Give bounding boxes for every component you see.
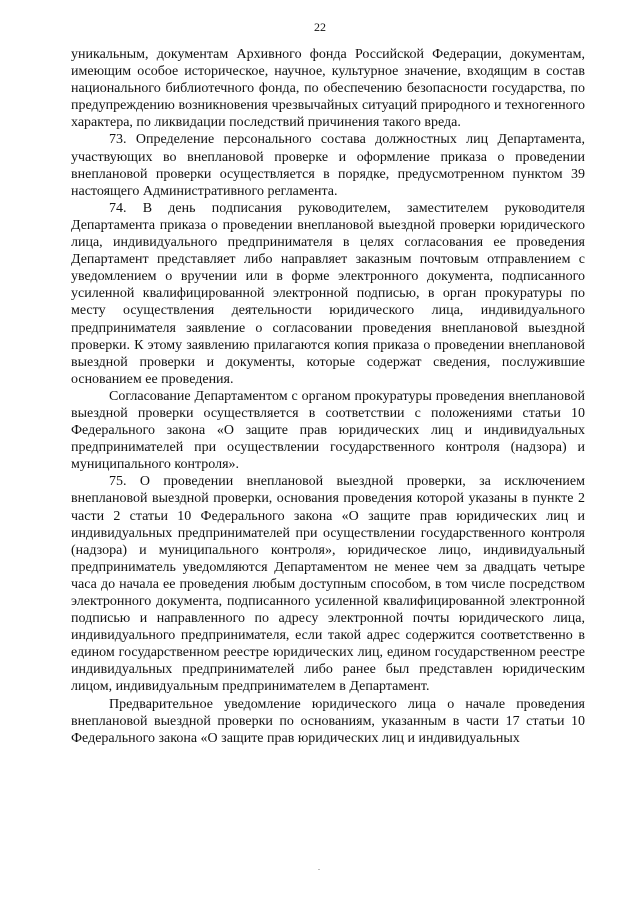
paragraph-approval: Согласование Департаментом с органом прокуратуры проведения внеплановой выездной проверки осуществляется в соответствии с положениями статьи 10 Федерального закона «О защите прав юридических лиц и индивидуальных предпринимателей при осуществлении государственного контроля (надзора) и муниципального контроля». (71, 388, 585, 473)
paragraph-73: 73. Определение персонального состава должностных лиц Департамента, участвующих во внеплановой проверке и оформление приказа о проведении внеплановой проверки осуществляется в порядке, предусмотренном пунктом 39 настоящего Административного регламента. (71, 132, 585, 199)
paragraph-continuation: уникальным, документам Архивного фонда Российской Федерации, документам, имеющим особое историческое, научное, культурное значение, входящим в состав национального библиотечного фонда, по обеспечению безопасности государства, по предупреждению возникновения чрезвычайных ситуаций природного и техногенного характера, по ликвидации последствий причинения такого вреда. (71, 47, 585, 131)
paragraph-prior-notice: Предварительное уведомление юридического лица о начале проведения внеплановой выездной проверки по основаниям, указанным в части 17 статьи 10 Федерального закона «О защите прав юридических лиц и индивидуальных (71, 696, 585, 746)
paragraph-75: 75. О проведении внеплановой выездной проверки, за исключением внеплановой выездной проверки, основания проведения которой указаны в пункте 2 части 2 статьи 10 Федерального закона «О защите прав юридических лиц и индивидуальных предпринимателей при осуществлении государственного контроля (надзора) и муниципального контроля», юридическое лицо, индивидуальный предприниматель уведомляются Департаментом не менее чем за двадцать четыре часа до начала ее проведения любым доступным способом, в том числе посредством электронного документа, подписанного усиленной квалифицированной электронной подписью и направленного по адресу электронной почты юридического лица, индивидуального предпринимателя, если такой адрес содержится соответственно в едином государственном реестре юридических лиц, едином государственном реестре индивидуальных предпринимателей либо ранее был представлен юридическим лицом, индивидуальным предпринимателем в Департамент. (71, 474, 585, 695)
scan-speck (318, 869, 320, 870)
page-number: 22 (314, 20, 326, 34)
document-body (71, 46, 585, 747)
paragraph-74: 74. В день подписания руководителем, заместителем руководителя Департамента приказа о проведении внеплановой выездной проверки юридического лица, индивидуального предпринимателя в целях согласования ее проведения Департамент представляет либо направляет заказным почтовым отправлением с уведомлением о вручении или в форме электронного документа, подписанного усиленной квалифицированной электронной подписью, в орган прокуратуры по месту осуществления деятельности юридического лица, индивидуального предпринимателя заявление о согласовании проведения внеплановой выездной проверки. К этому заявлению прилагаются копия приказа о проведении внеплановой выездной проверки и документы, которые содержат сведения, послужившие основанием ее проведения. (71, 200, 585, 387)
